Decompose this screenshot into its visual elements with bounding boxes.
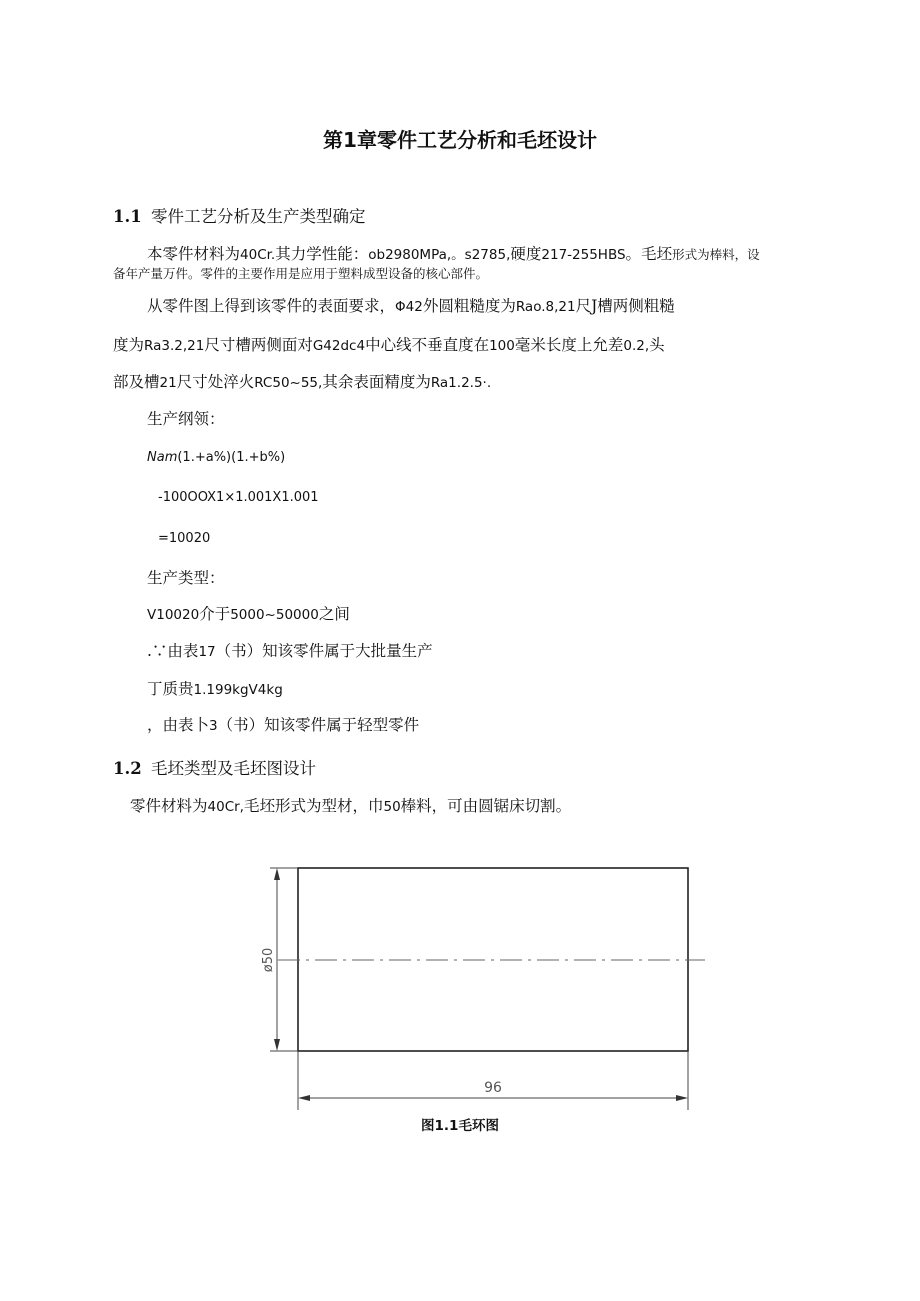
- text-run: 尺J槽两侧粗糙: [575, 297, 675, 315]
- text-run: 其余表面精度为: [322, 373, 431, 391]
- text-run: 丁质贵: [147, 680, 194, 698]
- type-line-2: [147, 639, 433, 661]
- text-run: Φ42: [395, 299, 423, 315]
- text-run: 本零件材料为: [147, 245, 241, 263]
- text-run: RC50~55,: [254, 375, 323, 391]
- formula-expression: (1.+a%)(1.+b%): [177, 450, 286, 465]
- text-run: （书）知该零件属于轻型零件: [217, 716, 420, 734]
- paragraph-surface-line3: [113, 370, 491, 392]
- formula-variable: Nam: [147, 450, 178, 465]
- weight-line: [147, 677, 283, 699]
- text-run: 外圆粗糙度为: [422, 297, 516, 315]
- text-run: 毫米长度上允差: [514, 336, 624, 354]
- text-run: V10020: [147, 607, 200, 623]
- text-run: 尺寸处淬火: [176, 373, 255, 391]
- text-run: Ra3.2,21: [144, 338, 205, 354]
- text-run: 5000~50000: [230, 607, 319, 623]
- text-run: 21: [159, 375, 177, 391]
- paragraph-material-line2: 备年产量万件。零件的主要作用是应用于塑料成型设备的核心部件。: [113, 266, 489, 281]
- paragraph-material-line1: [147, 242, 760, 264]
- text-run: 100: [489, 338, 515, 354]
- text-run: 棒料，可由圆锯床切割。: [400, 797, 572, 815]
- text-run: 部及槽: [113, 373, 160, 391]
- text-run: 度为: [113, 336, 145, 354]
- section-number: 1.1: [113, 207, 142, 226]
- paragraph-blank-type: [130, 794, 571, 816]
- text-run: G42dc4: [312, 338, 366, 354]
- text-run: 零件材料为: [130, 797, 208, 815]
- type-label: 生产类型：: [147, 569, 225, 587]
- arrow-head-icon: [274, 1039, 280, 1051]
- text-run: 从零件图上得到该零件的表面要求，: [147, 297, 396, 315]
- text-run: 介于: [199, 605, 231, 623]
- chapter-title: 第1章零件工艺分析和毛坯设计: [323, 128, 597, 152]
- text-run: Rao.8,21: [515, 299, 576, 315]
- section-title: 毛坯类型及毛坯图设计: [151, 759, 316, 778]
- formula-line-2: -100OOX1×1.001X1.001: [158, 490, 319, 505]
- text-run: ob2980MPa,。s2785,: [368, 247, 511, 263]
- text-run: 217-255HBS: [541, 247, 626, 263]
- text-run: 毛坯形式为型材，巾: [243, 797, 384, 815]
- section-heading-1-2: [113, 755, 316, 779]
- arrow-head-icon: [274, 868, 280, 880]
- section-number: 1.2: [113, 759, 142, 778]
- text-run: 40Cr.: [240, 247, 276, 263]
- text-run: 0.2,: [623, 338, 650, 354]
- arrow-head-icon: [676, 1095, 688, 1101]
- formula-line-1: [147, 450, 285, 465]
- text-run: .∵由表: [147, 642, 199, 660]
- text-run: 硬度: [510, 245, 542, 263]
- outline-label: 生产纲领：: [147, 410, 225, 428]
- section-heading-1-1: [113, 203, 366, 227]
- type-line-1: [147, 602, 350, 624]
- text-run: 50: [383, 799, 401, 815]
- dimension-label-length: 96: [484, 1080, 502, 1096]
- text-run: 其力学性能：: [275, 245, 369, 263]
- text-run: Ra1.2.5·.: [430, 375, 492, 391]
- type-line-3: [147, 713, 419, 735]
- text-run: 中心线不垂直度在: [365, 336, 490, 354]
- blank-drawing: [250, 858, 720, 1116]
- text-run: 头: [649, 336, 665, 354]
- text-run: 形式为棒料，设: [672, 247, 760, 262]
- arrow-head-icon: [298, 1095, 310, 1101]
- text-run: 之间: [318, 605, 350, 623]
- section-title: 零件工艺分析及生产类型确定: [151, 207, 366, 226]
- dimension-label-diameter: ø50: [261, 947, 276, 973]
- text-run: 1.199kgV4kg: [193, 682, 283, 698]
- formula-line-3: =10020: [158, 531, 211, 546]
- text-run: 3: [209, 718, 218, 734]
- text-run: 尺寸槽两侧面对: [204, 336, 313, 354]
- text-run: （书）知该零件属于大批量生产: [215, 642, 433, 660]
- paragraph-surface-line1: [147, 294, 675, 316]
- paragraph-surface-line2: [113, 333, 665, 355]
- text-run: 17: [198, 644, 216, 660]
- figure-caption: 图1.1毛环图: [421, 1118, 499, 1134]
- text-run: 。毛坯: [625, 245, 673, 263]
- text-run: ，由表卜: [147, 716, 210, 734]
- text-run: 40Cr,: [207, 799, 244, 815]
